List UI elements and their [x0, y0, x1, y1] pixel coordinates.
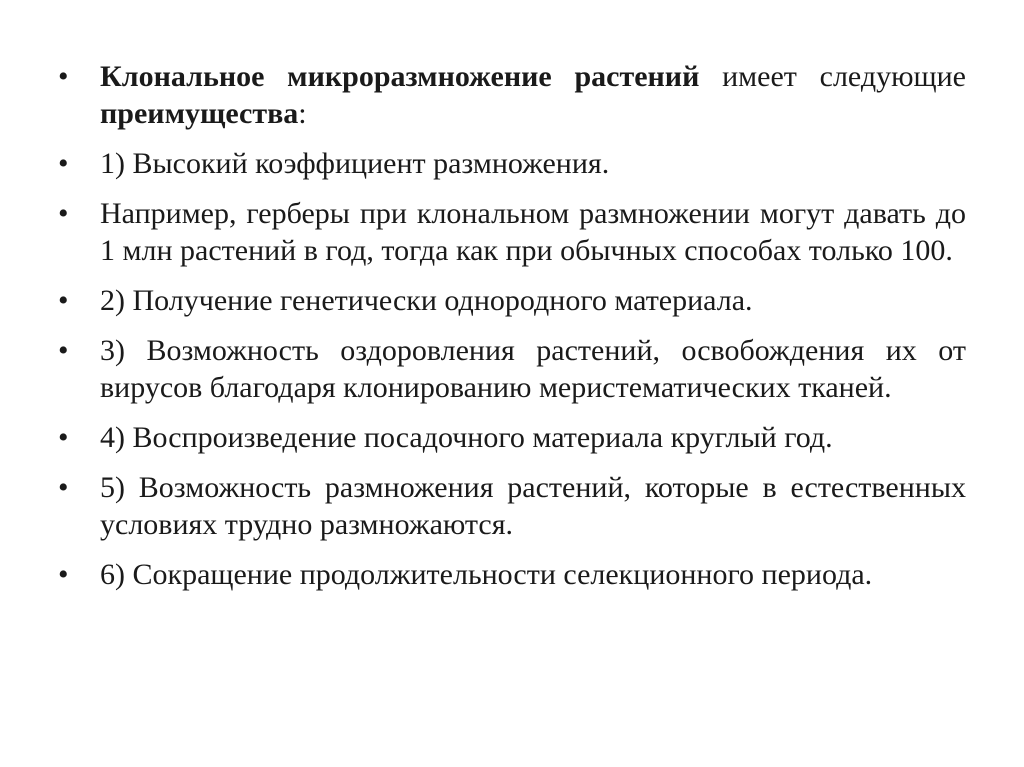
bullet-icon: • — [58, 334, 69, 367]
list-item-bold-text: Клональное микроразмножение растений — [100, 60, 700, 93]
bullet-icon: • — [58, 147, 69, 180]
list-item-text: 4) Воспроизведение посадочного материала круглый год. — [100, 421, 833, 454]
list-item — [58, 556, 966, 593]
list-item-text: 6) Сокращение продолжительности селекционного периода. — [100, 558, 873, 591]
list-item — [58, 195, 966, 269]
bullet-icon: • — [58, 60, 69, 93]
bullet-icon: • — [58, 284, 69, 317]
list-item — [58, 282, 966, 319]
list-item-text: 3) Возможность оздоровления растений, освобождения их от вирусов благодаря клонированию меристематических тканей. — [100, 334, 966, 404]
list-item-text: 5) Возможность размножения растений, которые в естественных условиях трудно размножаются. — [100, 471, 966, 541]
list-item-text: имеет следующие — [699, 60, 966, 93]
list-item-bold-text: преимущества — [100, 97, 299, 130]
list-item — [58, 145, 966, 182]
list-item-text: 1) Высокий коэффициент размножения. — [100, 147, 610, 180]
bullet-icon: • — [58, 558, 69, 591]
list-item-text: : — [298, 97, 307, 130]
bullet-icon: • — [58, 471, 69, 504]
bullet-list — [58, 58, 966, 606]
bullet-icon: • — [58, 197, 69, 230]
list-item — [58, 58, 966, 132]
bullet-icon: • — [58, 421, 69, 454]
list-item-text: Например, герберы при клональном размножении могут давать до 1 млн растений в год, тогда как при обычных способах только 100. — [100, 197, 966, 267]
list-item — [58, 419, 966, 456]
list-item — [58, 332, 966, 406]
list-item — [58, 469, 966, 543]
list-item-text: 2) Получение генетически однородного материала. — [100, 284, 753, 317]
